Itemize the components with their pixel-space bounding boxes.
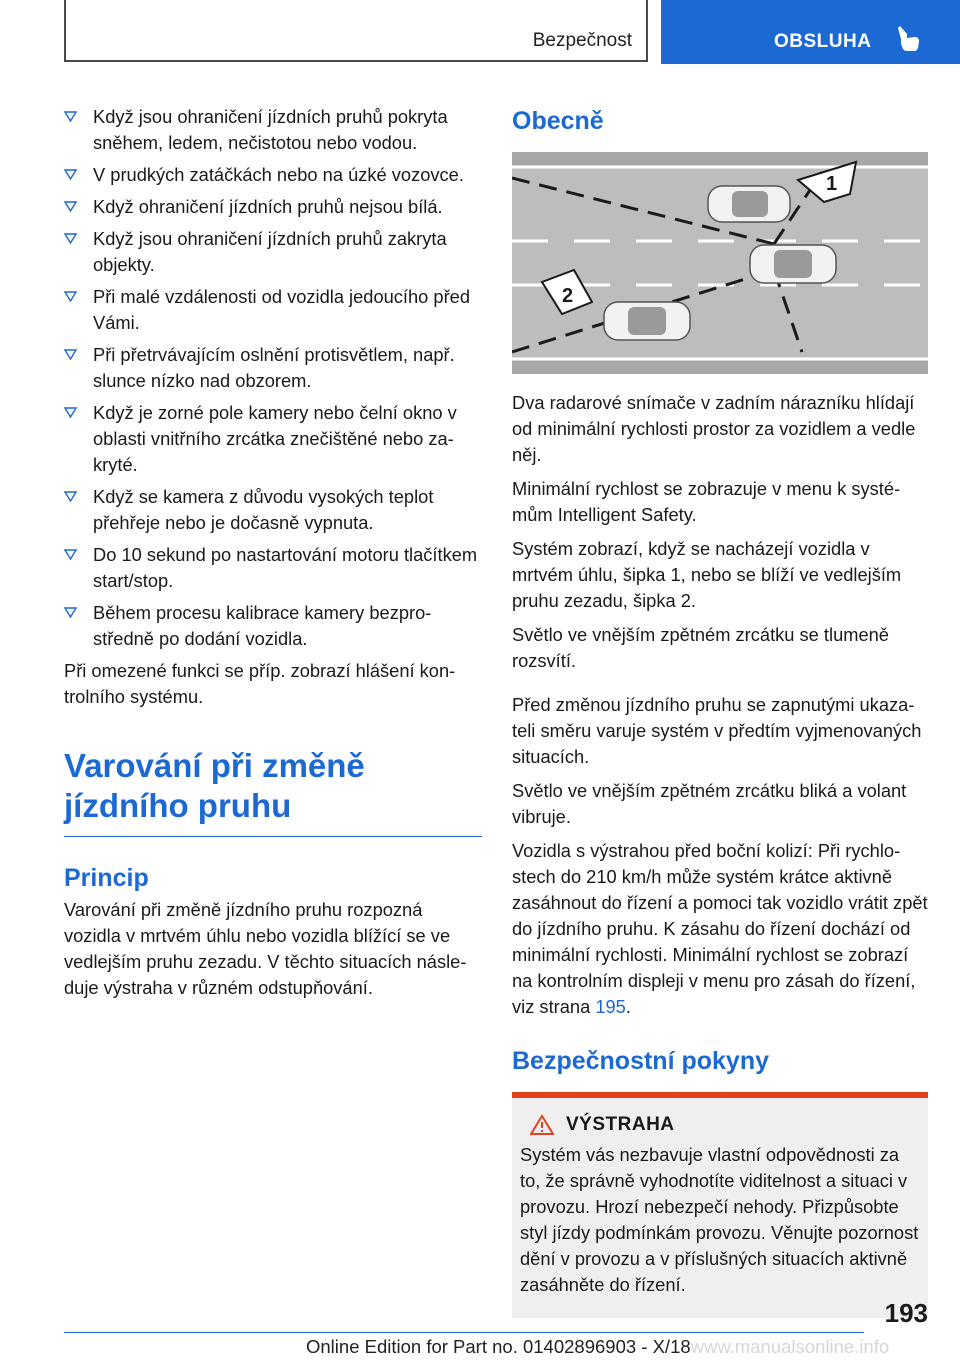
check-control-note: Při omezené funkci se příp. zobrazí hlášení kontrolního systému. bbox=[64, 660, 456, 707]
warning-text: Systém vás nezbavuje vlastní odpovědnosti za to, že správně vyhodnotíte viditelnost a situaci v provozu. Hrozí nebezpečí nehody. Přizpůsobte styl jízdy podmínkám provozu. Věnujte pozornost dění v provozu a v příslušných situacích aktivně zasáhněte do řízení. bbox=[520, 1144, 919, 1295]
left-column bbox=[64, 104, 482, 1009]
page-ref-suffix: . bbox=[625, 996, 631, 1017]
road-shoulder-bottom bbox=[512, 359, 928, 374]
footer-edition-text: Online Edition for Part no. 01402896903 - X/18 bbox=[306, 1336, 691, 1357]
footer-edition bbox=[306, 1336, 889, 1358]
list-item-text: Když se kamera z důvodu vysokých teplot přehřeje nebo je dočasně vypnuta. bbox=[93, 486, 434, 533]
min-speed-note: Minimální rychlost se zobrazuje v menu k systémům Intelligent Safety. bbox=[512, 478, 901, 525]
bullet-triangle-icon bbox=[64, 607, 77, 618]
list-item-text: V prudkých zatáčkách nebo na úzké vozovce. bbox=[93, 164, 464, 185]
mirror-flash-note: Světlo ve vnějším zpětném zrcátku bliká a volant vibruje. bbox=[512, 780, 907, 827]
warning-box bbox=[512, 1092, 928, 1318]
list-item bbox=[64, 542, 482, 594]
bullet-triangle-icon bbox=[64, 111, 77, 122]
list-item-text: Když jsou ohraničení jízdních pruhů zakryta objekty. bbox=[93, 228, 447, 275]
section-title: Varování při změně jízdního pruhu bbox=[64, 746, 482, 837]
footer-watermark: www.manualsonline.info bbox=[690, 1336, 890, 1357]
header-section-title: Bezpečnost bbox=[532, 30, 632, 51]
list-item bbox=[64, 484, 482, 536]
road-shoulder-top bbox=[512, 152, 928, 167]
list-item bbox=[64, 400, 482, 478]
page-reference-link[interactable]: 195 bbox=[595, 996, 626, 1017]
list-item-text: Při přetrvávajícím oslnění protisvětlem, např. slunce nízko nad obzorem. bbox=[93, 344, 455, 391]
bullet-triangle-icon bbox=[64, 201, 77, 212]
list-item bbox=[64, 194, 482, 220]
list-item-text: Když jsou ohraničení jízdních pruhů pokryta sněhem, ledem, nečistotou nebo vodou. bbox=[93, 106, 448, 153]
footer-divider bbox=[64, 1332, 864, 1333]
blind-spot-illustration bbox=[512, 152, 928, 374]
arrow-1-label: 1 bbox=[826, 173, 838, 195]
side-collision-note bbox=[512, 838, 928, 1020]
list-item-text: Při malé vzdálenosti od vozidla jedoucího před Vámi. bbox=[93, 286, 471, 333]
bullet-triangle-icon bbox=[64, 407, 77, 418]
list-item bbox=[64, 226, 482, 278]
car-own-vehicle bbox=[750, 245, 836, 283]
lane-change-warning: Před změnou jízdního pruhu se zapnutými ukazateli směru varuje systém v předtím vyjmenovaných situacích. bbox=[512, 694, 922, 767]
bullet-triangle-icon bbox=[64, 291, 77, 302]
safety-heading: Bezpečnostní pokyny bbox=[512, 1047, 769, 1075]
list-item bbox=[64, 104, 482, 156]
list-item bbox=[64, 284, 482, 336]
list-item-text: Když ohraničení jízdních pruhů nejsou bílá. bbox=[93, 196, 443, 217]
bullet-triangle-icon bbox=[64, 349, 77, 360]
list-item-text: Když je zorné pole kamery nebo čelní okno v oblasti vnitřního zrcátka znečištěné nebo zakryté. bbox=[93, 402, 457, 475]
right-column bbox=[512, 104, 928, 1318]
page-number: 193 bbox=[884, 1298, 928, 1328]
list-item bbox=[64, 600, 482, 652]
list-item bbox=[64, 342, 482, 394]
list-item-text: Během procesu kalibrace kamery bezprostředně po dodání vozidla. bbox=[93, 602, 432, 649]
list-item-text: Do 10 sekund po nastartování motoru tlačítkem start/stop. bbox=[93, 544, 478, 591]
conditions-list bbox=[64, 104, 482, 652]
side-collision-text: Vozidla s výstrahou před boční kolizí: Při rychlostech do 210 km/h může systém krátce aktivně zasáhnout do řízení a pomoci tak vozidlo vrátit zpět do jízdního pruhu. K zásahu do řízení dochází od minimální rychlosti. Minimální rychlost se zobrazí na kontrolním displeji v menu pro zásah do řízení, viz strana bbox=[512, 840, 928, 1017]
warning-title: VÝSTRAHA bbox=[566, 1114, 675, 1135]
bullet-triangle-icon bbox=[64, 549, 77, 560]
bullet-triangle-icon bbox=[64, 491, 77, 502]
bullet-triangle-icon bbox=[64, 169, 77, 180]
header-section-tab bbox=[64, 0, 648, 62]
display-note: Systém zobrazí, když se nacházejí vozidla v mrtvém úhlu, šipka 1, nebo se blíží ve vedlejším pruhu zezadu, šipka 2. bbox=[512, 538, 902, 611]
mirror-light-note: Světlo ve vnějším zpětném zrcátku se tlumeně rozsvítí. bbox=[512, 624, 889, 671]
principle-heading: Princip bbox=[64, 864, 149, 892]
pointing-hand-icon bbox=[895, 24, 921, 52]
principle-text: Varování při změně jízdního pruhu rozpozná vozidla v mrtvém úhlu nebo vozidla blížící se ve vedlejším pruhu zezadu. V těchto situacích následuje výstraha v různém odstupňování. bbox=[64, 899, 467, 998]
header-chapter-title: OBSLUHA bbox=[774, 31, 872, 52]
general-heading: Obecně bbox=[512, 107, 604, 135]
bullet-triangle-icon bbox=[64, 233, 77, 244]
header-chapter-tab bbox=[661, 0, 960, 64]
list-item bbox=[64, 162, 482, 188]
arrow-2-label: 2 bbox=[562, 285, 574, 307]
car-approaching bbox=[604, 302, 690, 340]
road-surface bbox=[512, 152, 928, 374]
warning-header bbox=[530, 1114, 920, 1136]
warning-triangle-icon bbox=[530, 1114, 554, 1136]
car-blind-spot bbox=[708, 186, 790, 222]
radar-description: Dva radarové snímače v zadním nárazníku hlídají od minimální rychlosti prostor za vozidlem a vedle něj. bbox=[512, 392, 916, 465]
